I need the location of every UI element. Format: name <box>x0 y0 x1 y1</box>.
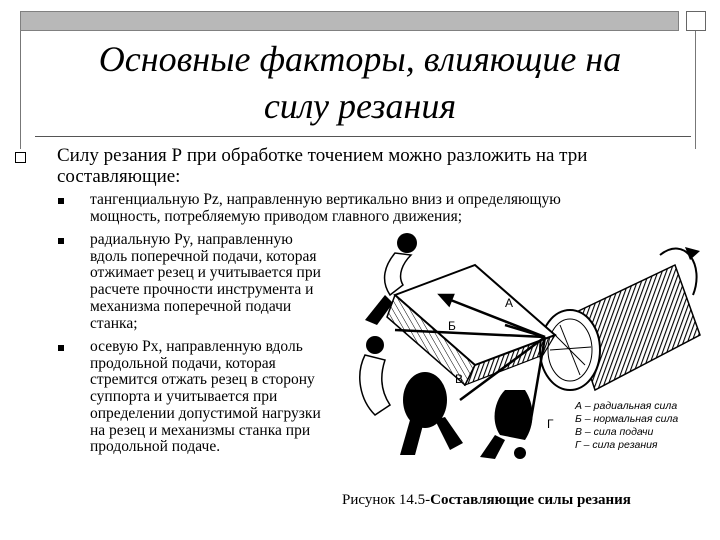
item-line: продольной подачи, которая <box>90 354 276 372</box>
hollow-square-bullet-icon <box>15 152 26 163</box>
item-line: вдоль поперечной подачи, которая <box>90 247 317 265</box>
square-bullet-icon <box>58 198 64 204</box>
caption-title: Составляющие силы резания <box>430 492 631 508</box>
cutting-tool <box>387 265 555 385</box>
label-a: А <box>505 296 514 310</box>
item-line: расчете прочности инструмента и <box>90 281 314 299</box>
item-line: стремится отжать резец в сторону <box>90 371 315 389</box>
figure-pulling-lower <box>360 336 390 415</box>
figure-legend <box>574 400 678 451</box>
item-line: отжимает резец и учитывается при <box>90 264 321 282</box>
list-item-axial <box>90 339 360 456</box>
cutting-forces-illustration <box>355 225 715 461</box>
figure-pushing-down <box>400 372 463 455</box>
item-line: тангенциальную Pz, направленную вертикально вниз и определяющую <box>90 191 561 208</box>
intro-line-1: Силу резания Р при обработке точением можно разложить на три <box>57 145 588 166</box>
square-bullet-icon <box>58 345 64 351</box>
slide-title <box>40 36 680 130</box>
left-frame-line <box>20 31 21 149</box>
legend-item: Б – нормальная сила <box>575 413 679 425</box>
caption-prefix: Рисунок 14.5- <box>342 492 431 508</box>
figure-caption <box>342 492 702 509</box>
label-v: В <box>455 372 464 386</box>
title-line-1: Основные факторы, влияющие на <box>98 39 622 79</box>
list-item-tangential <box>90 192 650 225</box>
list-item-radial <box>90 232 360 332</box>
label-b: Б <box>448 319 456 333</box>
label-g: Г <box>547 417 554 431</box>
intro-line-2: составляющие: <box>57 166 181 187</box>
title-line-2: силу резания <box>263 86 457 126</box>
legend-item: В – сила подачи <box>575 426 654 438</box>
item-line: мощность, потребляемую приводом главного движения; <box>90 207 463 225</box>
item-line: станка; <box>90 314 138 332</box>
top-decor-bar <box>20 11 679 31</box>
intro-paragraph <box>57 145 677 187</box>
item-line: радиальную Py, направленную <box>90 231 293 248</box>
square-bullet-icon <box>58 238 64 244</box>
item-line: определении допустимой нагрузки <box>90 404 321 422</box>
legend-item: Г – сила резания <box>575 439 658 451</box>
item-line: суппорта и учитывается при <box>90 388 278 406</box>
legend-item: А – радиальная сила <box>575 400 678 412</box>
corner-decor-box <box>686 11 706 31</box>
title-divider <box>35 136 691 137</box>
right-frame-line <box>695 31 696 149</box>
item-line: продольной подаче. <box>90 438 221 456</box>
item-line: на резец и механизмы станка при <box>90 421 311 439</box>
figure-kneeling <box>480 390 533 459</box>
item-line: осевую Px, направленную вдоль <box>90 338 303 355</box>
workpiece-cylinder <box>540 247 700 390</box>
item-line: механизма поперечной подачи <box>90 297 292 315</box>
